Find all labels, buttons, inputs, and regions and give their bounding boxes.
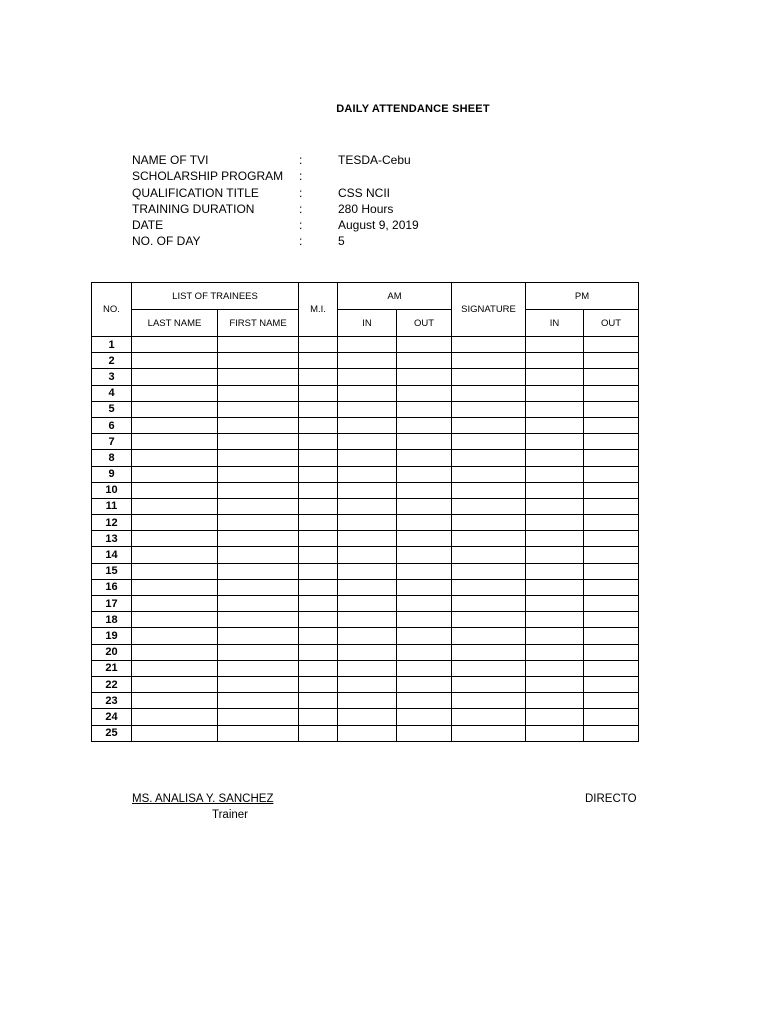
info-colon: : [299, 218, 303, 233]
table-row [92, 628, 639, 644]
cell-last-name[interactable] [132, 547, 218, 563]
cell-first-name[interactable] [218, 450, 299, 466]
cell-pm-out[interactable] [584, 676, 639, 692]
cell-am-out[interactable] [397, 676, 452, 692]
cell-last-name[interactable] [132, 515, 218, 531]
table-row [92, 385, 639, 401]
row-number: 10 [92, 482, 132, 498]
cell-pm-in[interactable] [526, 531, 584, 547]
cell-first-name[interactable] [218, 482, 299, 498]
table-row [92, 579, 639, 595]
cell-mi[interactable] [299, 531, 338, 547]
cell-pm-in[interactable] [526, 353, 584, 369]
table-row [92, 612, 639, 628]
cell-am-in[interactable] [338, 660, 397, 676]
cell-pm-out[interactable] [584, 498, 639, 514]
cell-pm-in[interactable] [526, 434, 584, 450]
info-colon: : [299, 169, 303, 184]
cell-am-in[interactable] [338, 417, 397, 433]
row-number: 19 [92, 628, 132, 644]
table-row [92, 466, 639, 482]
cell-am-in[interactable] [338, 466, 397, 482]
cell-am-out[interactable] [397, 579, 452, 595]
row-number: 8 [92, 450, 132, 466]
header-pm-out: OUT [584, 310, 639, 337]
cell-signature[interactable] [452, 337, 526, 353]
table-row [92, 563, 639, 579]
table-row [92, 531, 639, 547]
info-label: TRAINING DURATION [132, 201, 255, 216]
cell-am-in[interactable] [338, 579, 397, 595]
table-row [92, 709, 639, 725]
table-row [92, 676, 639, 692]
cell-signature[interactable] [452, 498, 526, 514]
cell-pm-out[interactable] [584, 709, 639, 725]
cell-signature[interactable] [452, 563, 526, 579]
cell-pm-out[interactable] [584, 693, 639, 709]
row-number: 1 [92, 337, 132, 353]
cell-am-out[interactable] [397, 353, 452, 369]
cell-am-in[interactable] [338, 450, 397, 466]
cell-pm-in[interactable] [526, 498, 584, 514]
cell-pm-in[interactable] [526, 466, 584, 482]
cell-am-in[interactable] [338, 401, 397, 417]
table-row [92, 369, 639, 385]
cell-first-name[interactable] [218, 596, 299, 612]
cell-pm-in[interactable] [526, 482, 584, 498]
cell-pm-out[interactable] [584, 369, 639, 385]
cell-first-name[interactable] [218, 579, 299, 595]
cell-am-out[interactable] [397, 450, 452, 466]
cell-mi[interactable] [299, 450, 338, 466]
cell-last-name[interactable] [132, 725, 218, 741]
cell-last-name[interactable] [132, 596, 218, 612]
info-value: TESDA-Cebu [338, 153, 411, 167]
cell-first-name[interactable] [218, 676, 299, 692]
info-value: August 9, 2019 [338, 218, 419, 233]
cell-pm-in[interactable] [526, 612, 584, 628]
cell-mi[interactable] [299, 579, 338, 595]
info-label: SCHOLARSHIP PROGRAM [132, 169, 284, 184]
cell-first-name[interactable] [218, 515, 299, 531]
cell-mi[interactable] [299, 709, 338, 725]
cell-first-name[interactable] [218, 693, 299, 709]
header-first-name: FIRST NAME [218, 310, 299, 337]
cell-am-out[interactable] [397, 693, 452, 709]
cell-last-name[interactable] [132, 466, 218, 482]
cell-last-name[interactable] [132, 676, 218, 692]
header-am: AM [338, 283, 452, 310]
cell-pm-out[interactable] [584, 563, 639, 579]
cell-signature[interactable] [452, 385, 526, 401]
header-pm-in: IN [526, 310, 584, 337]
cell-last-name[interactable] [132, 709, 218, 725]
cell-am-out[interactable] [397, 466, 452, 482]
cell-signature[interactable] [452, 450, 526, 466]
cell-pm-out[interactable] [584, 401, 639, 417]
row-number: 9 [92, 466, 132, 482]
cell-am-out[interactable] [397, 644, 452, 660]
cell-signature[interactable] [452, 579, 526, 595]
cell-pm-out[interactable] [584, 450, 639, 466]
cell-am-in[interactable] [338, 547, 397, 563]
cell-first-name[interactable] [218, 660, 299, 676]
header-list-of-trainees: LIST OF TRAINEES [132, 283, 299, 310]
cell-pm-in[interactable] [526, 369, 584, 385]
info-label: NAME OF TVI [132, 153, 209, 167]
info-label: QUALIFICATION TITLE [132, 185, 259, 200]
cell-mi[interactable] [299, 337, 338, 353]
cell-pm-out[interactable] [584, 644, 639, 660]
row-number: 14 [92, 547, 132, 563]
cell-mi[interactable] [299, 482, 338, 498]
cell-pm-in[interactable] [526, 709, 584, 725]
table-header [92, 283, 639, 337]
row-number: 2 [92, 353, 132, 369]
cell-signature[interactable] [452, 725, 526, 741]
cell-last-name[interactable] [132, 612, 218, 628]
cell-signature[interactable] [452, 482, 526, 498]
table-row [92, 482, 639, 498]
table-row [92, 547, 639, 563]
cell-signature[interactable] [452, 612, 526, 628]
info-label: NO. OF DAY [132, 234, 201, 249]
info-colon: : [299, 185, 303, 200]
cell-signature[interactable] [452, 353, 526, 369]
cell-last-name[interactable] [132, 498, 218, 514]
row-number: 25 [92, 725, 132, 741]
cell-mi[interactable] [299, 596, 338, 612]
cell-first-name[interactable] [218, 563, 299, 579]
cell-am-in[interactable] [338, 498, 397, 514]
cell-last-name[interactable] [132, 693, 218, 709]
table-row [92, 515, 639, 531]
cell-signature[interactable] [452, 369, 526, 385]
cell-pm-out[interactable] [584, 725, 639, 741]
cell-pm-out[interactable] [584, 337, 639, 353]
cell-pm-in[interactable] [526, 337, 584, 353]
table-row [92, 660, 639, 676]
cell-am-out[interactable] [397, 515, 452, 531]
cell-last-name[interactable] [132, 434, 218, 450]
cell-mi[interactable] [299, 417, 338, 433]
cell-am-in[interactable] [338, 628, 397, 644]
table-row [92, 644, 639, 660]
cell-last-name[interactable] [132, 644, 218, 660]
table-row [92, 498, 639, 514]
cell-first-name[interactable] [218, 401, 299, 417]
cell-pm-out[interactable] [584, 466, 639, 482]
cell-signature[interactable] [452, 531, 526, 547]
cell-first-name[interactable] [218, 531, 299, 547]
cell-pm-in[interactable] [526, 725, 584, 741]
table-row [92, 434, 639, 450]
cell-pm-in[interactable] [526, 563, 584, 579]
cell-mi[interactable] [299, 547, 338, 563]
cell-pm-in[interactable] [526, 515, 584, 531]
cell-pm-in[interactable] [526, 401, 584, 417]
cell-am-in[interactable] [338, 369, 397, 385]
row-number: 4 [92, 385, 132, 401]
row-number: 3 [92, 369, 132, 385]
cell-am-out[interactable] [397, 337, 452, 353]
info-label: DATE [132, 218, 164, 233]
cell-first-name[interactable] [218, 369, 299, 385]
cell-am-out[interactable] [397, 660, 452, 676]
cell-mi[interactable] [299, 434, 338, 450]
row-number: 22 [92, 676, 132, 692]
cell-mi[interactable] [299, 401, 338, 417]
cell-last-name[interactable] [132, 450, 218, 466]
cell-pm-in[interactable] [526, 450, 584, 466]
cell-pm-in[interactable] [526, 385, 584, 401]
table-row [92, 450, 639, 466]
cell-pm-in[interactable] [526, 693, 584, 709]
cell-last-name[interactable] [132, 353, 218, 369]
table-body [92, 337, 639, 742]
row-number: 17 [92, 596, 132, 612]
cell-am-out[interactable] [397, 385, 452, 401]
cell-am-out[interactable] [397, 628, 452, 644]
cell-last-name[interactable] [132, 531, 218, 547]
cell-mi[interactable] [299, 693, 338, 709]
row-number: 21 [92, 660, 132, 676]
cell-am-out[interactable] [397, 725, 452, 741]
cell-mi[interactable] [299, 385, 338, 401]
cell-pm-out[interactable] [584, 385, 639, 401]
cell-pm-out[interactable] [584, 547, 639, 563]
cell-last-name[interactable] [132, 385, 218, 401]
cell-am-in[interactable] [338, 337, 397, 353]
cell-first-name[interactable] [218, 385, 299, 401]
cell-signature[interactable] [452, 515, 526, 531]
cell-signature[interactable] [452, 660, 526, 676]
cell-am-in[interactable] [338, 725, 397, 741]
table-row [92, 693, 639, 709]
info-colon: : [299, 201, 303, 216]
cell-mi[interactable] [299, 676, 338, 692]
cell-pm-in[interactable] [526, 676, 584, 692]
cell-mi[interactable] [299, 515, 338, 531]
cell-pm-out[interactable] [584, 531, 639, 547]
cell-am-in[interactable] [338, 644, 397, 660]
cell-am-in[interactable] [338, 612, 397, 628]
cell-first-name[interactable] [218, 337, 299, 353]
cell-am-out[interactable] [397, 563, 452, 579]
cell-mi[interactable] [299, 369, 338, 385]
cell-am-in[interactable] [338, 434, 397, 450]
cell-am-out[interactable] [397, 417, 452, 433]
header-mi: M.I. [299, 283, 338, 337]
cell-signature[interactable] [452, 676, 526, 692]
cell-signature[interactable] [452, 596, 526, 612]
director-label: DIRECTO [585, 793, 637, 805]
cell-last-name[interactable] [132, 369, 218, 385]
cell-signature[interactable] [452, 644, 526, 660]
cell-mi[interactable] [299, 466, 338, 482]
cell-pm-out[interactable] [584, 353, 639, 369]
cell-last-name[interactable] [132, 417, 218, 433]
cell-last-name[interactable] [132, 337, 218, 353]
cell-signature[interactable] [452, 628, 526, 644]
cell-mi[interactable] [299, 644, 338, 660]
cell-am-in[interactable] [338, 531, 397, 547]
row-number: 16 [92, 579, 132, 595]
cell-pm-in[interactable] [526, 579, 584, 595]
cell-mi[interactable] [299, 628, 338, 644]
cell-pm-in[interactable] [526, 628, 584, 644]
cell-last-name[interactable] [132, 401, 218, 417]
cell-pm-in[interactable] [526, 596, 584, 612]
info-colon: : [299, 153, 303, 167]
header-pm: PM [526, 283, 639, 310]
row-number: 24 [92, 709, 132, 725]
table-row [92, 417, 639, 433]
cell-signature[interactable] [452, 547, 526, 563]
cell-first-name[interactable] [218, 709, 299, 725]
cell-last-name[interactable] [132, 628, 218, 644]
cell-first-name[interactable] [218, 434, 299, 450]
table-row [92, 725, 639, 741]
cell-pm-out[interactable] [584, 417, 639, 433]
row-number: 20 [92, 644, 132, 660]
cell-pm-in[interactable] [526, 547, 584, 563]
header-no: NO. [92, 283, 132, 337]
cell-pm-in[interactable] [526, 660, 584, 676]
cell-pm-out[interactable] [584, 660, 639, 676]
cell-pm-out[interactable] [584, 612, 639, 628]
row-number: 15 [92, 563, 132, 579]
cell-am-out[interactable] [397, 401, 452, 417]
cell-last-name[interactable] [132, 563, 218, 579]
table-row [92, 337, 639, 353]
cell-signature[interactable] [452, 709, 526, 725]
cell-am-out[interactable] [397, 709, 452, 725]
row-number: 6 [92, 417, 132, 433]
cell-am-out[interactable] [397, 369, 452, 385]
cell-first-name[interactable] [218, 417, 299, 433]
row-number: 11 [92, 498, 132, 514]
cell-signature[interactable] [452, 401, 526, 417]
cell-am-out[interactable] [397, 596, 452, 612]
cell-last-name[interactable] [132, 660, 218, 676]
cell-am-out[interactable] [397, 498, 452, 514]
cell-am-out[interactable] [397, 531, 452, 547]
info-colon: : [299, 234, 303, 249]
header-am-in: IN [338, 310, 397, 337]
cell-first-name[interactable] [218, 725, 299, 741]
cell-signature[interactable] [452, 417, 526, 433]
cell-last-name[interactable] [132, 482, 218, 498]
cell-am-in[interactable] [338, 385, 397, 401]
cell-last-name[interactable] [132, 579, 218, 595]
row-number: 13 [92, 531, 132, 547]
cell-am-in[interactable] [338, 563, 397, 579]
header-signature: SIGNATURE [452, 283, 526, 337]
cell-first-name[interactable] [218, 466, 299, 482]
attendance-table [91, 282, 639, 742]
table-row [92, 401, 639, 417]
row-number: 18 [92, 612, 132, 628]
trainer-name: MS. ANALISA Y. SANCHEZ [132, 793, 274, 805]
cell-first-name[interactable] [218, 353, 299, 369]
cell-pm-out[interactable] [584, 579, 639, 595]
header-last-name: LAST NAME [132, 310, 218, 337]
cell-signature[interactable] [452, 466, 526, 482]
cell-mi[interactable] [299, 725, 338, 741]
cell-am-in[interactable] [338, 515, 397, 531]
cell-am-in[interactable] [338, 693, 397, 709]
cell-am-in[interactable] [338, 596, 397, 612]
cell-first-name[interactable] [218, 612, 299, 628]
cell-am-in[interactable] [338, 709, 397, 725]
info-value: CSS NCII [338, 185, 391, 200]
row-number: 12 [92, 515, 132, 531]
cell-mi[interactable] [299, 612, 338, 628]
cell-pm-out[interactable] [584, 628, 639, 644]
cell-signature[interactable] [452, 693, 526, 709]
header-am-out: OUT [397, 310, 452, 337]
cell-am-in[interactable] [338, 482, 397, 498]
cell-am-out[interactable] [397, 434, 452, 450]
cell-mi[interactable] [299, 498, 338, 514]
table-row [92, 596, 639, 612]
page-title: DAILY ATTENDANCE SHEET [336, 103, 490, 115]
cell-first-name[interactable] [218, 628, 299, 644]
cell-signature[interactable] [452, 434, 526, 450]
row-number: 7 [92, 434, 132, 450]
cell-pm-out[interactable] [584, 434, 639, 450]
cell-pm-in[interactable] [526, 644, 584, 660]
cell-am-in[interactable] [338, 676, 397, 692]
cell-first-name[interactable] [218, 644, 299, 660]
trainer-role: Trainer [212, 809, 248, 821]
cell-pm-out[interactable] [584, 482, 639, 498]
cell-pm-out[interactable] [584, 515, 639, 531]
cell-first-name[interactable] [218, 547, 299, 563]
info-value: 280 Hours [338, 201, 394, 216]
cell-mi[interactable] [299, 353, 338, 369]
row-number: 5 [92, 401, 132, 417]
cell-mi[interactable] [299, 660, 338, 676]
cell-first-name[interactable] [218, 498, 299, 514]
cell-pm-in[interactable] [526, 417, 584, 433]
cell-am-out[interactable] [397, 482, 452, 498]
cell-am-in[interactable] [338, 353, 397, 369]
row-number: 23 [92, 693, 132, 709]
table-row [92, 353, 639, 369]
cell-pm-out[interactable] [584, 596, 639, 612]
info-value: 5 [338, 234, 345, 249]
cell-am-out[interactable] [397, 612, 452, 628]
cell-am-out[interactable] [397, 547, 452, 563]
cell-mi[interactable] [299, 563, 338, 579]
